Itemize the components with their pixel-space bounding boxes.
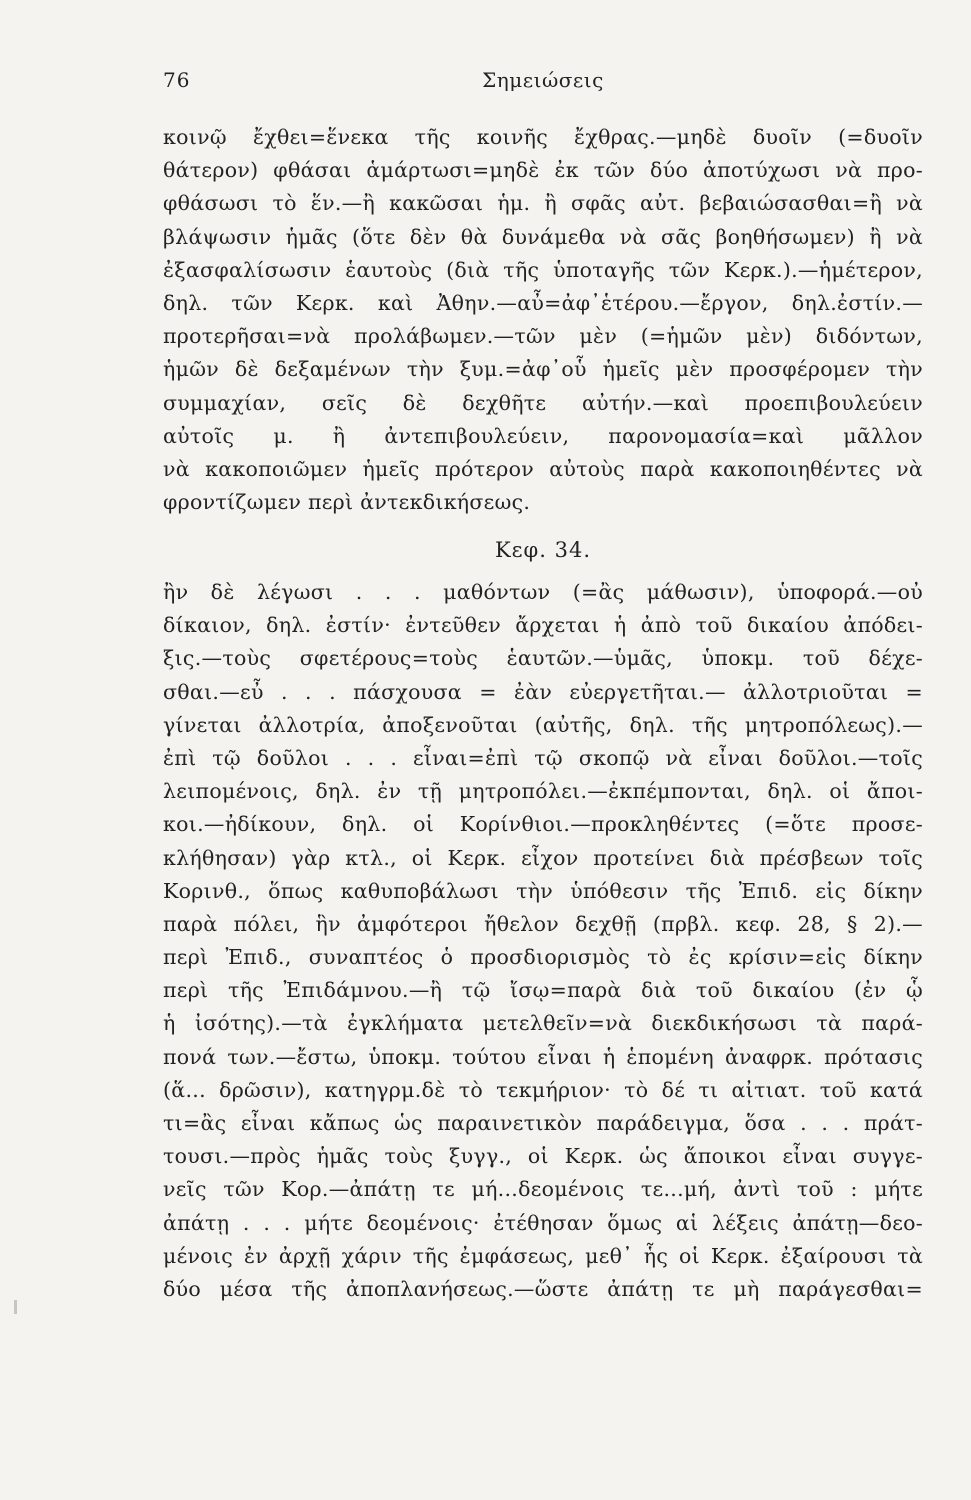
text-line: μένοις ἐν ἀρχῇ χάριν τῆς ἐμφάσεως, μεθ᾽ ἧς οἱ Κερκ. ἐξαίρουσι τὰ <box>163 1243 923 1268</box>
text-line: Κορινθ., ὅπως καθυποβάλωσι τὴν ὑπόθεσιν τῆς Ἐπιδ. εἰς δίκην <box>163 878 923 903</box>
scan-edge-mark <box>14 1300 17 1314</box>
text-line: σθαι.—εὖ . . . πάσχουσα = ἐὰν εὐεργετῆται.— ἀλλοτριοῦται = <box>163 679 923 704</box>
text-line: πονά των.—ἔστω, ὑποκμ. τούτου εἶναι ἡ ἑπομένη ἀναφρκ. πρότασις <box>163 1044 923 1069</box>
text-line: ἐπὶ τῷ δοῦλοι . . . εἶναι=ἐπὶ τῷ σκοπῷ νὰ εἶναι δοῦλοι.—τοῖς <box>163 745 923 770</box>
text-line: νεῖς τῶν Κορ.—ἀπάτῃ τε μή...δεομένοις τε...μή, ἀντὶ τοῦ : μήτε <box>163 1177 923 1202</box>
text-line: κοινῷ ἔχθει=ἕνεκα τῆς κοινῆς ἔχθρας.—μηδὲ δυοῖν (=δυοῖν <box>163 125 923 149</box>
text-line: δηλ. τῶν Κερκ. καὶ Ἀθην.—αὖ=ἀφ᾽ἑτέρου.—ἔργον, δηλ.ἐστίν.— <box>163 290 923 315</box>
text-line: προτερῆσαι=νὰ προλάβωμεν.—τῶν μὲν (=ἡμῶν μὲν) διδόντων, <box>163 324 923 349</box>
text-line: φθάσωσι τὸ ἕν.—ἢ κακῶσαι ἡμ. ἢ σφᾶς αὐτ. βεβαιώσασθαι=ἢ νὰ <box>163 191 923 216</box>
text-line: νὰ κακοποιῶμεν ἡμεῖς πρότερον αὐτοὺς παρὰ κακοποιηθέντες νὰ <box>163 456 923 481</box>
text-line: ἐξασφαλίσωσιν ἑαυτοὺς (διὰ τῆς ὑποταγῆς τῶν Κερκ.).—ἡμέτερον, <box>163 257 923 282</box>
running-head <box>163 68 923 98</box>
text-line: τουσι.—πρὸς ἡμᾶς τοὺς ξυγγ., οἱ Κερκ. ὡς ἄποικοι εἶναι συγγε- <box>163 1144 923 1169</box>
text-line: τι=ἂς εἶναι κἄπως ὡς παραινετικὸν παράδειγμα, ὅσα . . . πράτ- <box>163 1111 923 1135</box>
text-line: συμμαχίαν, σεῖς δὲ δεχθῆτε αὐτήν.—καὶ προεπιβουλεύειν <box>163 390 923 415</box>
page-header-title: Σημειώσεις <box>482 68 604 92</box>
text-line: περὶ τῆς Ἐπιδάμνου.—ἢ τῷ ἴσῳ=παρὰ διὰ τοῦ δικαίου (ἐν ᾧ <box>163 978 923 1003</box>
notes-block-chapter-33 <box>163 121 923 519</box>
text-line: (ἅ... δρῶσιν), κατηγρμ.δὲ τὸ τεκμήριον· τὸ δέ τι αἰτιατ. τοῦ κατά <box>163 1077 923 1102</box>
text-line: κοι.—ἠδίκουν, δηλ. οἱ Κορίνθιοι.—προκληθέντες (=ὅτε προσε- <box>163 812 923 837</box>
text-line: ἀπάτῃ . . . μήτε δεομένοις· ἐτέθησαν ὅμως αἱ λέξεις ἀπάτῃ—δεο- <box>163 1210 923 1235</box>
text-line: ξις.—τοὺς σφετέρους=τοὺς ἑαυτῶν.—ὑμᾶς, ὑποκμ. τοῦ δέχε- <box>163 646 923 671</box>
text-line: ἡ ἰσότης).—τὰ ἐγκλήματα μετελθεῖν=νὰ διεκδικήσωσι τὰ παρά- <box>163 1011 923 1036</box>
text-line: ἢν δὲ λέγωσι . . . μαθόντων (=ἂς μάθωσιν), ὑποφορά.—οὐ <box>163 580 923 604</box>
text-line: δίκαιον, δηλ. ἐστίν· ἐντεῦθεν ἄρχεται ἡ ἀπὸ τοῦ δικαίου ἀπόδει- <box>163 613 923 638</box>
text-line: περὶ Ἐπιδ., συναπτέος ὁ προσδιορισμὸς τὸ ἐς κρίσιν=εἰς δίκην <box>163 945 923 970</box>
text-line: δύο μέσα τῆς ἀποπλανήσεως.—ὥστε ἀπάτῃ τε μὴ παράγεσθαι= <box>163 1276 923 1301</box>
text-line: θάτερον) φθάσαι ἁμάρτωσι=μηδὲ ἐκ τῶν δύο ἀποτύχωσι νὰ προ- <box>163 158 923 183</box>
text-line: φροντίζωμεν περὶ ἀντεκδικήσεως. <box>163 490 531 515</box>
text-line: αὐτοῖς μ. ἢ ἀντεπιβουλεύειν, παρονομασία=καὶ μᾶλλον <box>163 423 923 448</box>
text-line: παρὰ πόλει, ἣν ἀμφότεροι ἤθελον δεχθῇ (πρβλ. κεφ. 28, § 2).— <box>163 911 923 936</box>
page-number: 76 <box>163 68 191 92</box>
text-line: γίνεται ἀλλοτρία, ἀποξενοῦται (αὐτῆς, δηλ. τῆς μητροπόλεως).— <box>163 712 923 737</box>
text-line: κλήθησαν) γὰρ κτλ., οἱ Κερκ. εἶχον προτείνει διὰ πρέσβεων τοῖς <box>163 845 923 870</box>
notes-block-chapter-34 <box>163 576 923 1306</box>
chapter-heading: Κεφ. 34. <box>494 538 592 562</box>
text-line: ἡμῶν δὲ δεξαμένων τὴν ξυμ.=ἀφ᾽οὗ ἡμεῖς μὲν προσφέρομεν τὴν <box>163 357 923 382</box>
text-line: βλάψωσιν ἡμᾶς (ὅτε δὲν θὰ δυνάμεθα νὰ σᾶς βοηθήσωμεν) ἢ νὰ <box>163 224 923 249</box>
text-line: λειπομένοις, δηλ. ἐν τῇ μητροπόλει.—ἐκπέμπονται, δηλ. οἱ ἄποι- <box>163 779 923 804</box>
